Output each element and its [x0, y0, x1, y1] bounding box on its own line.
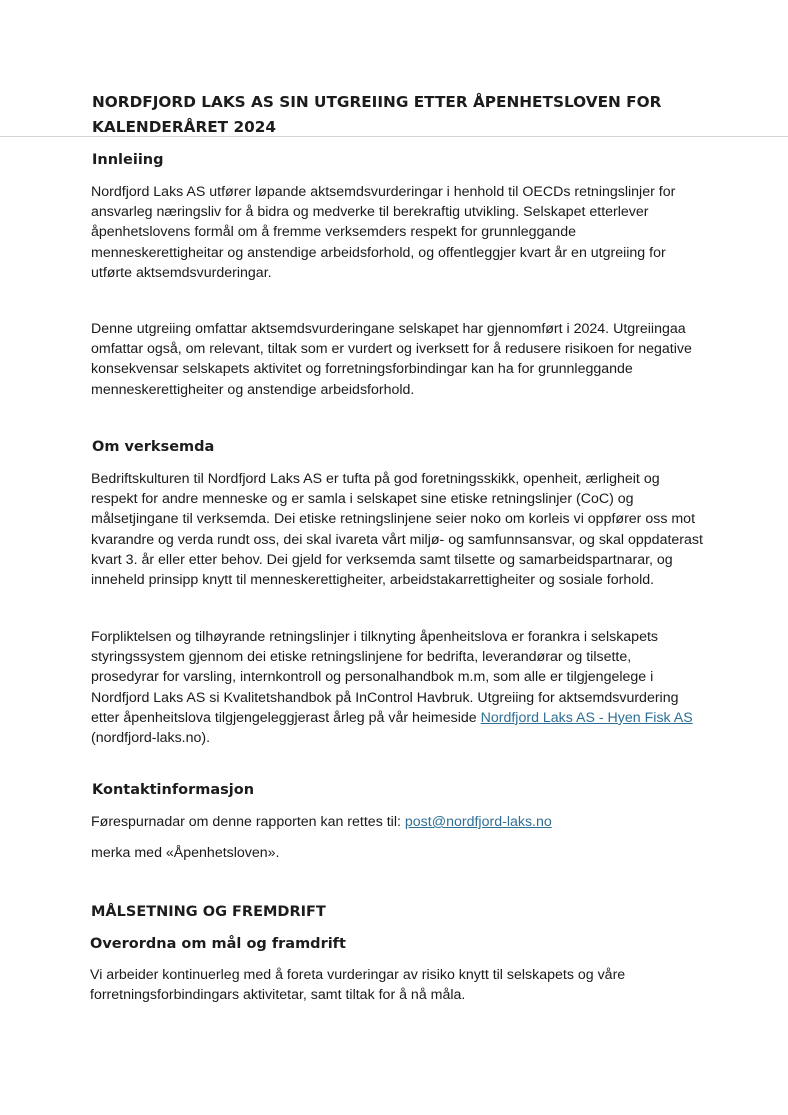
contact-note: merka med «Åpenhetsloven». [91, 845, 280, 861]
heading-om-verksemda: Om verksemda [92, 439, 215, 455]
contact-line: Førespurnadar om denne rapporten kan rettes til: post@nordfjord-laks.no [91, 814, 552, 830]
heading-kontaktinformasjon: Kontaktinformasjon [92, 782, 255, 798]
paragraph-verksemda-2: Forpliktelsen og tilhøyrande retningslinjer i tilknyting åpenheitslova er forankra i selskapets styringssystem gjennom dei etiske retningslinjene for bedrifta, leverandørar og tilsette, prosedyrar for varsling, internkontroll og personalhandbok m.m, som alle er tilgjengelege i Nordfjord Laks AS si Kvalitetshandbok på InControl Havbruk. Utgreiing for aktsemdsvurdering etter åpenheitslova tilgjengeleggjerast årleg på vår heimeside Nordfjord Laks AS - Hyen Fisk AS (nordfjord-laks.no). [91, 629, 693, 747]
paragraph-innleiing-1: Nordfjord Laks AS utfører løpande aktsemdsvurderingar i henhold til OECDs retningslinjer for ansvarleg næringsliv for å bidra og medverke til berekraftig utvikling. Selskapet etterlever åpenhetslovens formål om å fremme verksemders respekt for grunnleggande menneskerettigheitar og anstendige arbeidsforhold, og offentleggjer kvart år en utgreiing for utførte aktsemdsvurderingar. [91, 184, 676, 281]
email-link[interactable]: post@nordfjord-laks.no [404, 814, 552, 830]
heading-malsetning: MÅLSETNING OG FREMDRIFT [91, 904, 326, 920]
title-divider [0, 136, 788, 137]
title-line-1: NORDFJORD LAKS AS SIN UTGREIING ETTER ÅPENHETSLOVEN FOR [92, 93, 662, 111]
heading-overordna: Overordna om mål og framdrift [90, 936, 346, 952]
homepage-link[interactable]: Nordfjord Laks AS - Hyen Fisk AS [480, 709, 693, 726]
paragraph-malsetning: Vi arbeider kontinuerleg med å foreta vurderingar av risiko knytt til selskapets og våre forretningsforbindingars aktivitetar, samt tiltak for å nå måla. [90, 967, 626, 1004]
page-title [92, 90, 732, 140]
title-line-2: KALENDERÅRET 2024 [92, 118, 277, 136]
paragraph-innleiing-2: Denne utgreiing omfattar aktsemdsvurderingane selskapet har gjennomført i 2024. Utgreiingaa omfattar også, om relevant, tiltak som er vurdert og iverksett for å redusere risikoen for negative konsekvensar selskapets aktivitet og forretningsforbindingar kan ha for grunnleggande menneskerettigheiter og anstendige arbeidsforhold. [91, 321, 692, 398]
paragraph-verksemda-1: Bedriftskulturen til Nordfjord Laks AS er tufta på god foretningsskikk, openheit, ærligheit og respekt for andre menneske og er samla i selskapet sine etiske retningslinjer (CoC) og målsetjingane til verksemda. Dei etiske retningslinjene seier noko om korleis vi oppfører oss mot kvarandre og verda rundt oss, dei skal ivareta vårt miljø- og samfunnsansvar, og skal oppdaterast kvart 3. år eller etter behov. Dei gjeld for verksemda samt tilsette og samarbeidspartnarar, og inneheld prinsipp knytt til menneskerettigheiter, arbeidstakarrettigheiter og sosiale forhold. [91, 471, 703, 589]
heading-innleiing: Innleiing [92, 152, 164, 168]
